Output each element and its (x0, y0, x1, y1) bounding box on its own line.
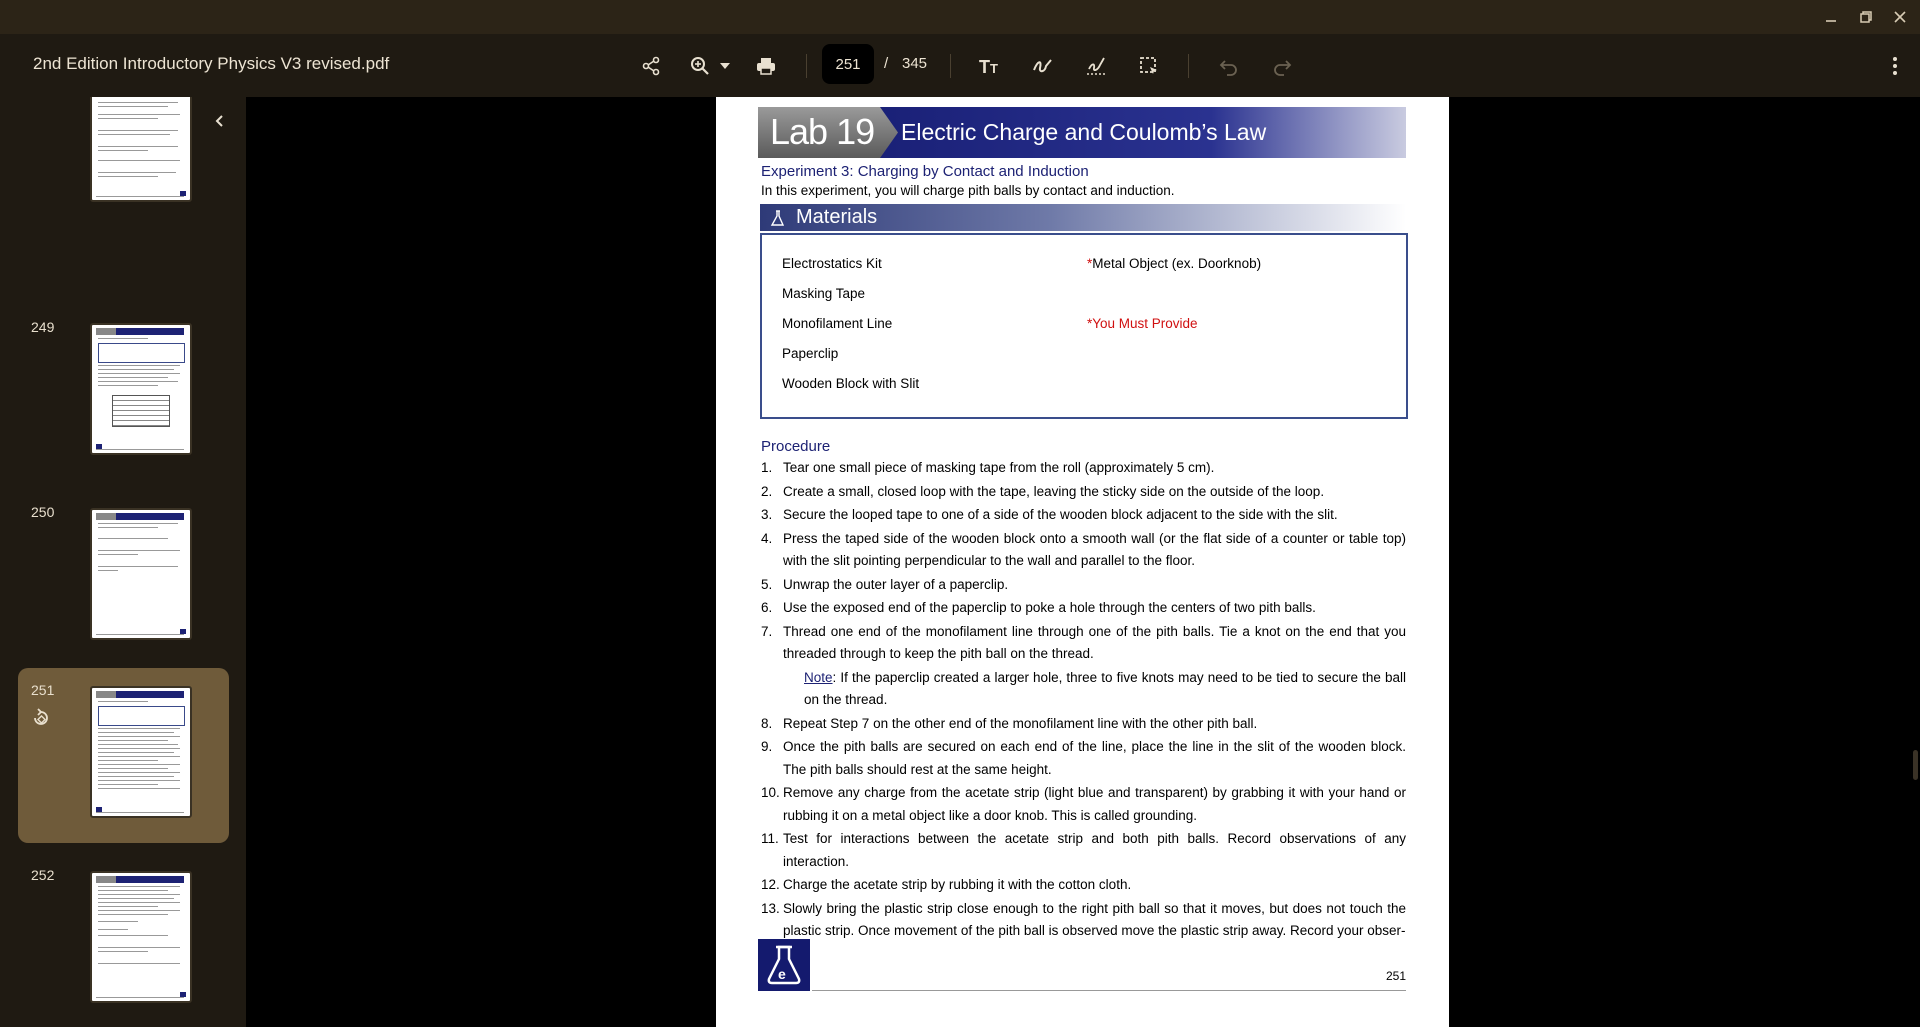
step-number: 9. (761, 739, 773, 754)
redo-icon (1272, 56, 1292, 76)
page-thumbnail (90, 323, 192, 455)
experiment-description: In this experiment, you will charge pith balls by contact and induction. (761, 183, 1175, 198)
step-number: 6. (761, 600, 773, 615)
page-number: 251 (1386, 969, 1407, 983)
must-provide-note: *You Must Provide (1087, 316, 1198, 331)
step-text: Use the exposed end of the paperclip to poke a hole through the centers of two pith balls. (783, 600, 1316, 615)
step-number: 3. (761, 507, 773, 522)
restore-icon (1859, 10, 1873, 24)
share-button[interactable] (636, 51, 666, 81)
step-number: 8. (761, 715, 773, 731)
step-number: 13. (761, 900, 780, 916)
procedure-step (761, 736, 1406, 781)
scrollbar-thumb[interactable] (1913, 750, 1918, 780)
experiment-title: Experiment 3: Charging by Contact and Induction (761, 163, 1089, 180)
step-text: Test for interactions between the acetate strip and both pith balls. Record observations of any interaction. (783, 831, 1406, 869)
svg-text:T: T (979, 57, 990, 76)
procedure-step (761, 528, 1406, 573)
step-text: Tear one small piece of masking tape from the roll (approximately 5 cm). (783, 460, 1215, 475)
procedure-step (761, 481, 1406, 504)
procedure-step (761, 457, 1406, 480)
thumbnail-page-249[interactable] (18, 305, 229, 480)
materials-title: Materials (796, 206, 878, 228)
procedure-note (761, 667, 1406, 712)
step-text: Charge the acetate strip by rubbing it with the cotton cloth. (783, 877, 1132, 892)
close-icon (1893, 10, 1907, 24)
svg-text:e: e (778, 966, 786, 982)
procedure-step (761, 828, 1406, 873)
step-number: 4. (761, 530, 773, 546)
close-button[interactable] (1889, 6, 1911, 28)
page-total: 345 (902, 55, 928, 72)
text-button[interactable] (975, 51, 1005, 81)
step-text: Unwrap the outer layer of a paperclip. (783, 576, 1009, 592)
step-text: Repeat Step 7 on the other end of the monofilament line with the other pith ball. (783, 715, 1258, 731)
step-number: 12. (761, 877, 780, 892)
share-icon (641, 56, 661, 76)
page-number-input[interactable]: 251 (822, 44, 874, 84)
chevron-down-icon (719, 62, 731, 70)
draw-icon (1032, 56, 1054, 76)
procedure-step (761, 504, 1406, 527)
page-thumbnail (90, 871, 192, 1003)
print-icon (756, 56, 776, 76)
publisher-logo (758, 939, 810, 991)
footer-rule (812, 990, 1406, 991)
flask-logo-icon (758, 939, 810, 991)
zoom-in-icon (690, 56, 710, 76)
step-number: 7. (761, 623, 773, 639)
procedure-step (761, 898, 1406, 943)
thumbnail-page-252[interactable] (18, 853, 229, 1027)
material-item: Wooden Block with Slit (782, 376, 920, 391)
step-text: Once the pith balls are secured on each end of the line, place the line in the slit of the wooden block. The pith balls should rest at the same height. (783, 739, 1406, 777)
signature-icon (1086, 55, 1108, 77)
note-label: Note (804, 669, 833, 685)
note-text: : If the paperclip created a larger hole, three to five knots may need to be tied to secure the ball on the thread. (804, 669, 1406, 707)
page-thumbnail (90, 686, 192, 818)
thumbnail-number: 252 (31, 867, 55, 883)
pdf-page (716, 97, 1449, 1027)
procedure-step (761, 597, 1406, 620)
required-item-label: Metal Object (ex. Doorknob) (1092, 256, 1262, 271)
procedure-step (761, 713, 1406, 736)
zoom-button[interactable] (685, 51, 715, 81)
step-number: 5. (761, 576, 773, 592)
thumbnail-sidebar (0, 97, 246, 1027)
step-text: Remove any charge from the acetate strip (light blue and transparent) by grabbing it with your hand or rubbing it on a metal object like a door knob. This is called grounding. (783, 785, 1406, 823)
material-item: Paperclip (782, 346, 839, 361)
undo-icon (1219, 56, 1239, 76)
step-text: Press the taped side of the wooden block onto a smooth wall (or the flat side of a counter or table top) with the slit pointing perpendicular to the wall and parallel to the floor. (783, 530, 1406, 568)
thumbnail-number: 249 (31, 319, 55, 335)
select-region-icon (1139, 56, 1159, 76)
procedure-step (761, 782, 1406, 827)
material-item: Masking Tape (782, 286, 866, 301)
lab-header (758, 107, 1406, 158)
step-text: Thread one end of the monofilament line through one of the pith balls. Tie a knot on the end that you threaded through to keep the pith ball on the thread. (783, 623, 1406, 661)
select-region-button[interactable] (1134, 51, 1164, 81)
lab-title: Electric Charge and Coulomb’s Law (901, 119, 1267, 145)
toolbar-divider (806, 54, 807, 78)
step-number: 1. (761, 460, 773, 475)
rotate-page-button[interactable] (31, 708, 51, 733)
thumbnail-page-248[interactable] (18, 97, 229, 227)
thumbnail-page-251[interactable] (18, 668, 229, 843)
window-titlebar (0, 0, 1920, 34)
toolbar-divider (950, 54, 951, 78)
procedure-step (761, 874, 1406, 897)
page-thumbnail (90, 97, 192, 202)
more-options-button[interactable] (1880, 51, 1910, 81)
materials-header (760, 204, 1406, 231)
procedure-step (761, 621, 1406, 666)
procedure-steps (761, 457, 1406, 944)
procedure-title: Procedure (761, 438, 831, 455)
step-number: 11. (761, 831, 779, 846)
more-vert-icon (1892, 56, 1898, 76)
step-number: 2. (761, 483, 773, 499)
thumbnail-number: 251 (31, 682, 55, 698)
thumbnail-page-250[interactable] (18, 490, 229, 665)
material-item: Electrostatics Kit (782, 256, 882, 271)
lab-number: Lab 19 (770, 111, 875, 152)
maximize-button[interactable] (1855, 6, 1877, 28)
page-thumbnail (90, 508, 192, 640)
materials-box (760, 233, 1408, 419)
required-star: * (1087, 256, 1093, 271)
rotate-icon (31, 708, 51, 728)
material-item: Monofilament Line (782, 316, 893, 331)
minimize-button[interactable] (1820, 6, 1842, 28)
undo-button[interactable] (1214, 51, 1244, 81)
procedure-step (761, 574, 1406, 597)
step-number: 10. (761, 785, 780, 800)
page-separator: / (884, 55, 889, 72)
print-button[interactable] (751, 51, 781, 81)
step-text: Slowly bring the plastic strip close enough to the right pith ball so that it moves, but does not touch the plastic strip. Once movement of the pith ball is observed move the plastic strip away. Record your obser- (783, 900, 1406, 938)
required-item (1087, 256, 1261, 271)
redo-button[interactable] (1267, 51, 1297, 81)
step-text: Secure the looped tape to one of a side of the wooden block adjacent to the side with the slit. (783, 507, 1338, 522)
zoom-dropdown-button[interactable] (712, 51, 738, 81)
step-text: Create a small, closed loop with the tape, leaving the sticky side on the outside of the loop. (783, 483, 1325, 499)
svg-text:T: T (990, 61, 998, 76)
text-size-icon (979, 56, 1001, 76)
thumbnail-number: 250 (31, 504, 55, 520)
toolbar-divider (1188, 54, 1189, 78)
flask-icon (770, 209, 788, 227)
signature-button[interactable] (1082, 51, 1112, 81)
draw-button[interactable] (1028, 51, 1058, 81)
minimize-icon (1824, 10, 1838, 24)
pdf-toolbar (0, 34, 1920, 97)
document-title: 2nd Edition Introductory Physics V3 revised.pdf (33, 54, 390, 73)
